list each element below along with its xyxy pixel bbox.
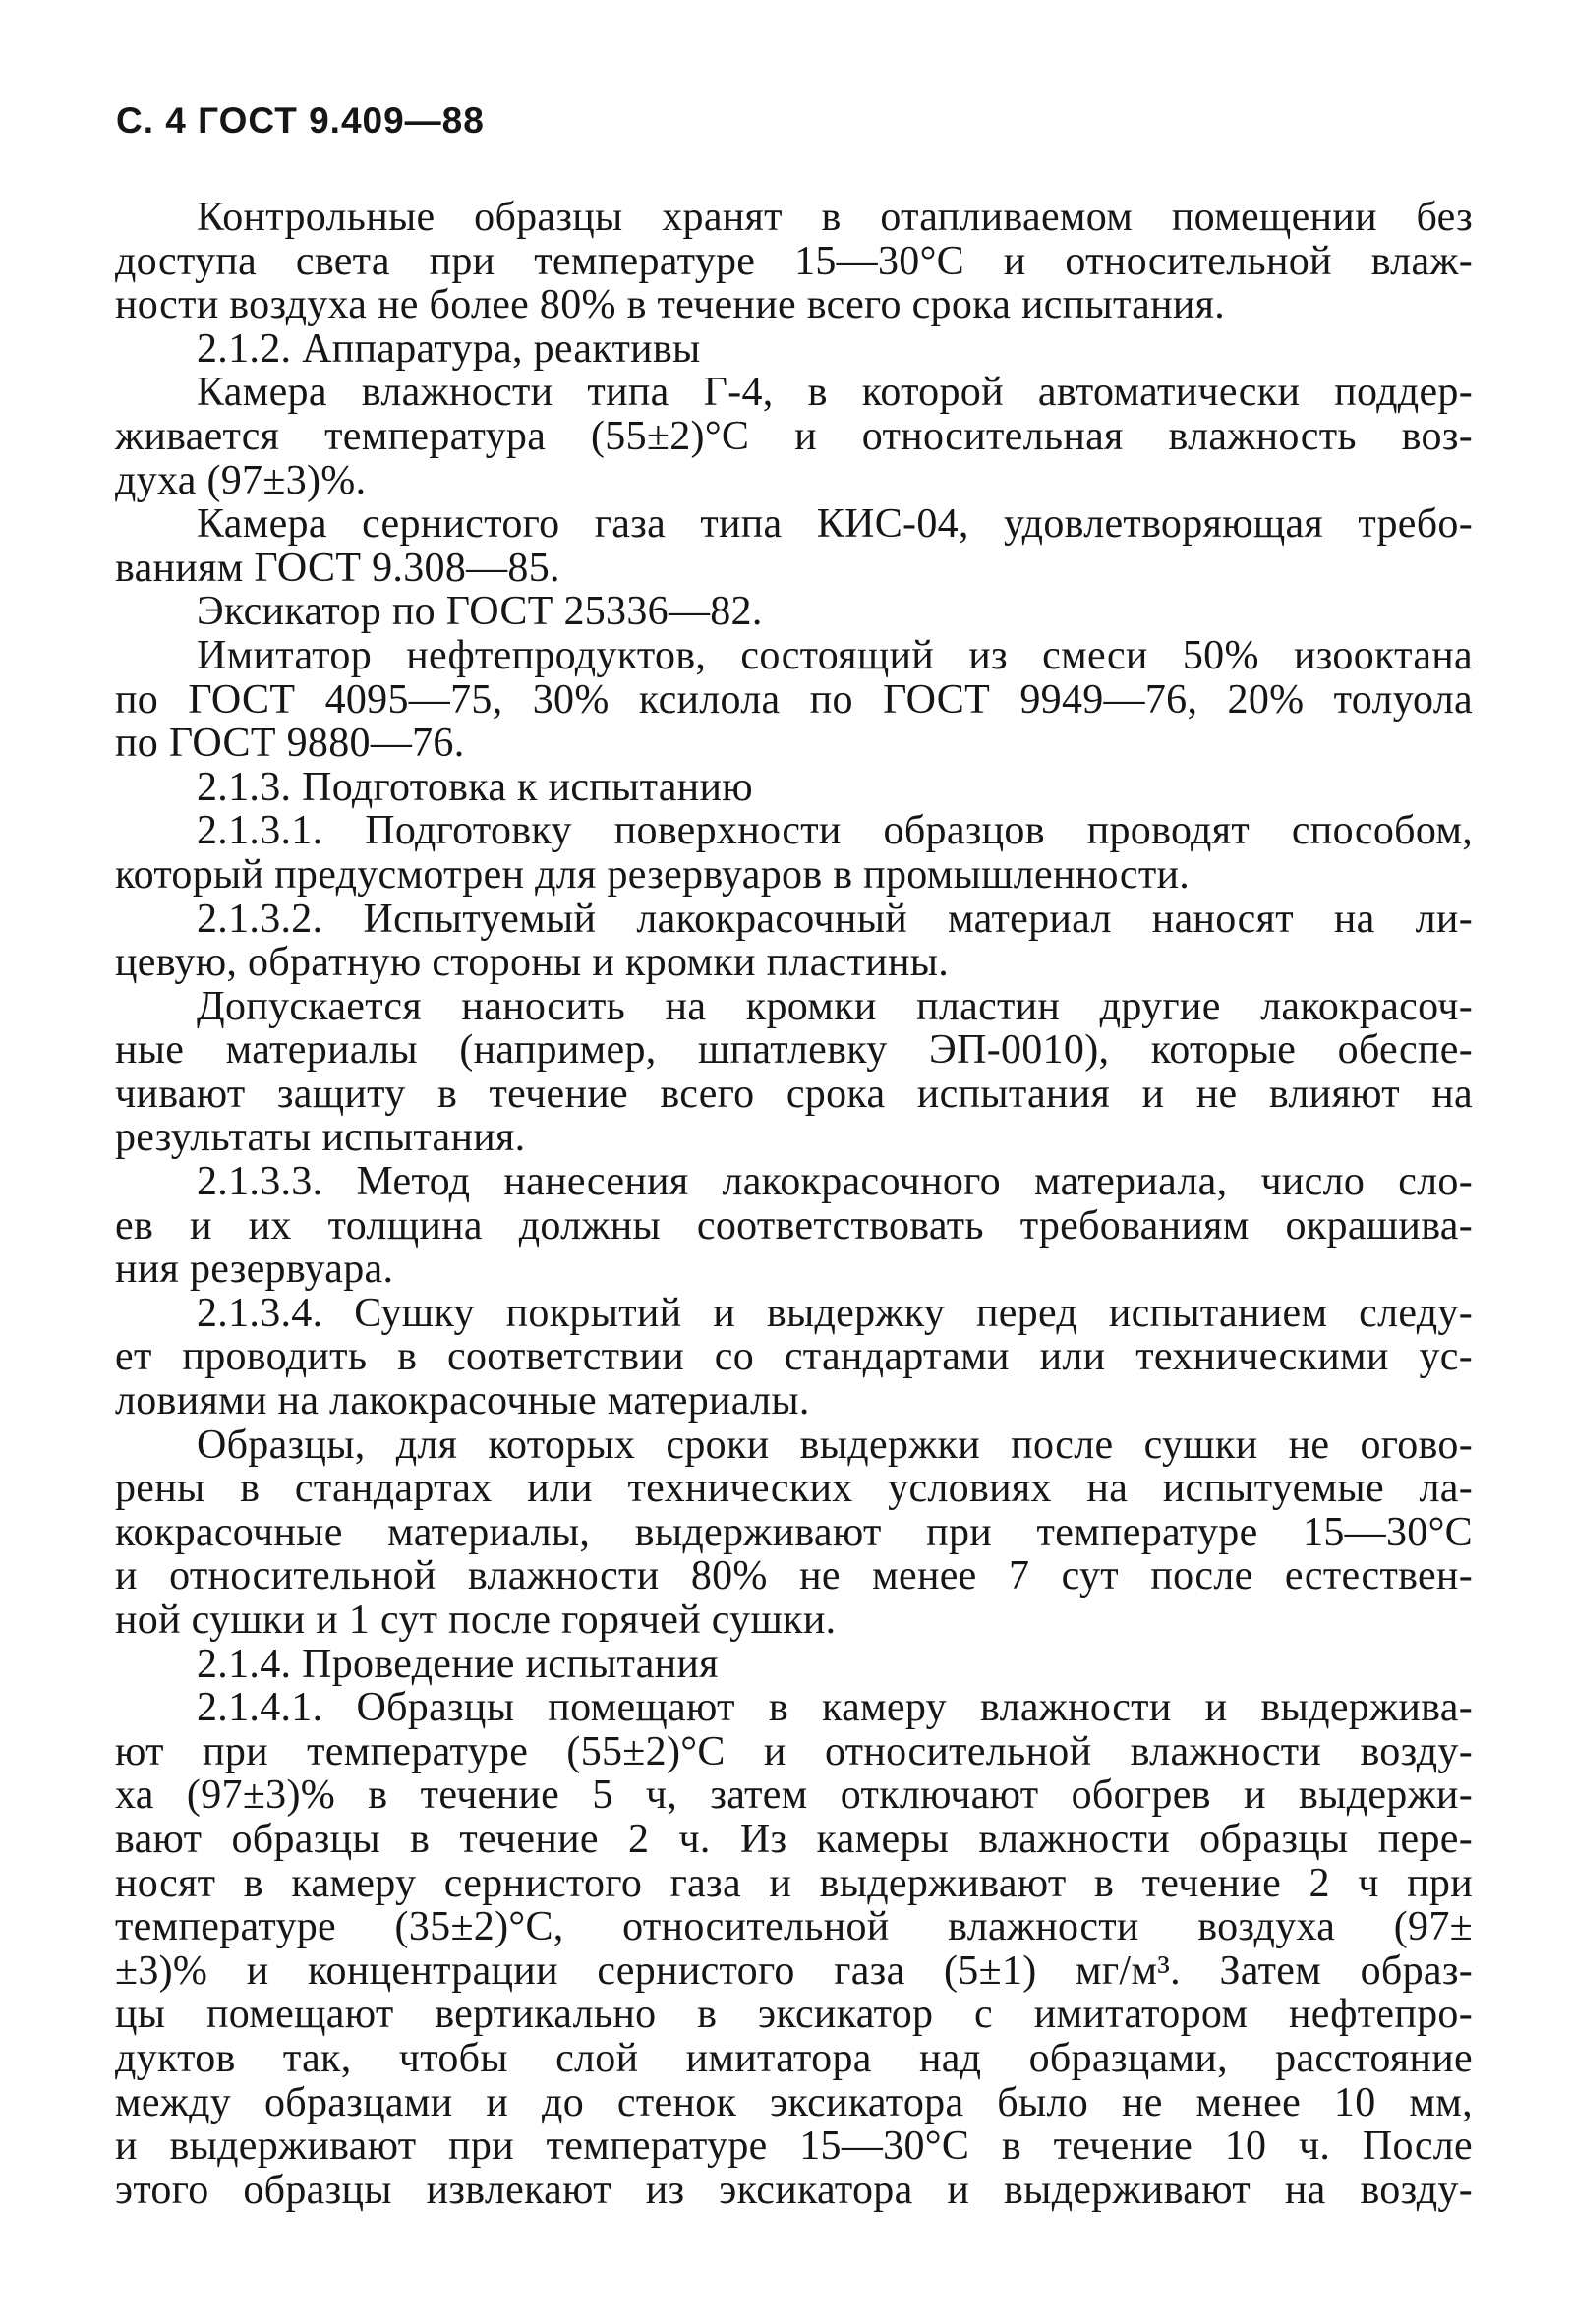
text-line: рены в стандартах или технических условиях на испытуемые ла- [115,1466,1473,1512]
text-line: 2.1.4. Проведение испытания [197,1641,719,1687]
text-line: Камера сернистого газа типа КИС-04, удовлетворяющая требо- [197,501,1473,548]
text-line: доступа света при температуре 15—30°С и относительной влаж- [115,238,1473,284]
text-line: живается температура (55±2)°С и относительная влажность воз- [115,413,1473,459]
text-line: Имитатор нефтепродуктов, состоящий из смеси 50% изооктана [197,632,1473,678]
text-line: носят в камеру сернистого газа и выдерживают в течение 2 ч при [115,1860,1473,1906]
text-line: 2.1.3.4. Сушку покрытий и выдержку перед испытанием следу- [197,1290,1473,1336]
text-line: 2.1.2. Аппаратура, реактивы [197,325,701,372]
text-line: ные материалы (например, шпатлевку ЭП-0010), которые обеспе- [115,1027,1473,1074]
paragraph [0,371,1571,502]
text-line: 2.1.3.2. Испытуемый лакокрасочный материал наносят на ли- [197,896,1473,942]
text-line: по ГОСТ 4095—75, 30% ксилола по ГОСТ 9949—76, 20% толуола [115,676,1473,723]
text-line: 2.1.3.1. Подготовку поверхности образцов проводят способом, [197,808,1473,854]
text-line: дуктов так, чтобы слой имитатора над образцами, расстояние [115,2035,1473,2081]
text-line: и относительной влажности 80% не менее 7 сут после естествен- [115,1553,1473,1599]
text-line: и выдерживают при температуре 15—30°С в течение 10 ч. После [115,2123,1473,2170]
paragraph [0,1686,1571,2212]
text-line: цы помещают вертикально в эксикатор с имитатором нефтепро- [115,1992,1473,2038]
text-line: по ГОСТ 9880—76. [115,721,465,767]
document-body [0,196,1571,2212]
text-line: ловиями на лакокрасочные материалы. [115,1378,810,1424]
paragraph [0,590,1571,634]
text-line: Контрольные образцы хранят в отапливаемом помещении без [197,195,1473,240]
paragraph [0,196,1571,327]
paragraph [0,1292,1571,1423]
text-line: ности воздуха не более 80% в течение всего срока испытания. [115,282,1226,328]
paragraph [0,1160,1571,1292]
text-line: кокрасочные материалы, выдерживают при температуре 15—30°С [115,1509,1473,1555]
text-line: ет проводить в соответствии со стандартами или техническими ус- [115,1334,1473,1380]
text-line: между образцами и до стенок эксикатора было не менее 10 мм, [115,2079,1473,2125]
text-line: результаты испытания. [115,1115,526,1161]
paragraph [0,898,1571,985]
text-line: ния резервуара. [115,1247,394,1293]
paragraph [0,502,1571,590]
paragraph [0,1423,1571,1643]
text-line: ют при температуре (55±2)°С и относительной влажности возду- [115,1728,1473,1774]
paragraph [0,766,1571,810]
text-line: Камера влажности типа Г-4, в которой автоматически поддер- [197,370,1473,416]
text-line: ной сушки и 1 сут после горячей сушки. [115,1598,837,1643]
text-line: 2.1.3.3. Метод нанесения лакокрасочного материала, число сло- [197,1159,1473,1205]
text-line: Допускается наносить на кромки пластин другие лакокрасоч- [197,983,1473,1029]
text-line: 2.1.4.1. Образцы помещают в камеру влажности и выдержива- [197,1685,1473,1731]
text-line: цевую, обратную стороны и кромки пластины. [115,940,950,986]
paragraph [0,809,1571,897]
page-header: С. 4 ГОСТ 9.409—88 [116,100,485,141]
text-line: чивают защиту в течение всего срока испытания и не влияют на [115,1071,1473,1117]
text-line: ха (97±3)% в течение 5 ч, затем отключают обогрев и выдержи- [115,1772,1473,1819]
paragraph [0,1643,1571,1687]
text-line: ваниям ГОСТ 9.308—85. [115,545,560,591]
text-line: температуре (35±2)°С, относительной влажности воздуха (97± [115,1904,1473,1950]
text-line: Образцы, для которых сроки выдержки после сушки не огово- [197,1422,1473,1468]
paragraph [0,634,1571,766]
text-line: Эксикатор по ГОСТ 25336—82. [197,589,763,635]
text-line: духа (97±3)%. [115,457,367,503]
text-line: ±3)% и концентрации сернистого газа (5±1) мг/м³. Затем образ- [115,1947,1473,1994]
text-line: который предусмотрен для резервуаров в промышленности. [115,851,1191,898]
paragraph [0,985,1571,1160]
text-line: 2.1.3. Подготовка к испытанию [197,764,753,810]
paragraph [0,327,1571,372]
text-line: этого образцы извлекают из эксикатора и выдерживают на возду- [115,2167,1473,2213]
text-line: ев и их толщина должны соответствовать требованиям окрашива- [115,1202,1473,1249]
text-line: вают образцы в течение 2 ч. Из камеры влажности образцы пере- [115,1816,1473,1862]
